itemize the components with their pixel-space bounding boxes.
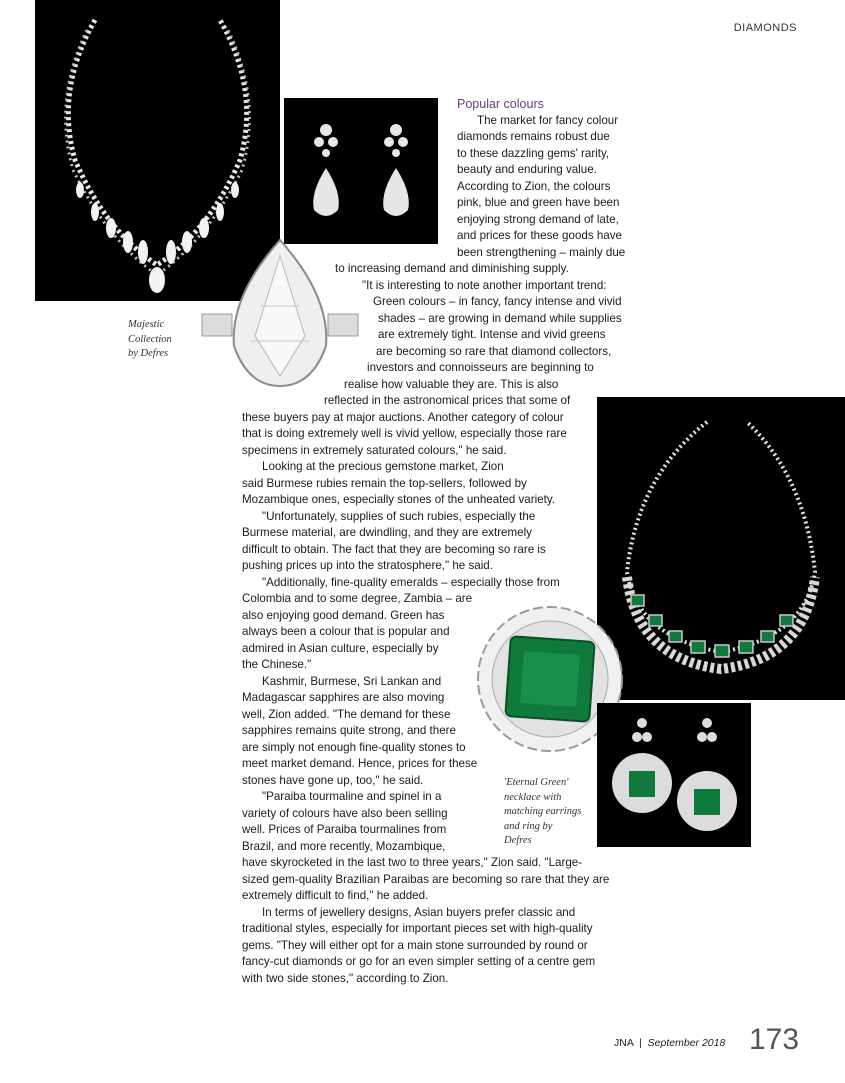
body-line: difficult to obtain. The fact that they are becoming so rare is	[242, 543, 546, 556]
body-line: traditional styles, especially for important pieces set with high-quality	[242, 922, 593, 935]
body-line: According to Zion, the colours	[457, 180, 611, 193]
body-line: admired in Asian culture, especially by	[242, 642, 439, 655]
caption-line: by Defres	[128, 348, 169, 359]
body-line: Colombia and to some degree, Zambia – are	[242, 592, 473, 605]
body-line: investors and connoisseurs are beginning to	[367, 361, 594, 374]
body-line: In terms of jewellery designs, Asian buyers prefer classic and	[262, 906, 576, 919]
caption-line: necklace with	[504, 791, 562, 803]
article-heading: Popular colours	[457, 97, 544, 111]
body-line: "Unfortunately, supplies of such rubies, especially the	[262, 510, 536, 523]
body-line: well. Prices of Paraiba tourmalines from	[242, 823, 447, 836]
body-line: stones have gone up, too," he said.	[242, 774, 424, 787]
body-line: gems. "They will either opt for a main stone surrounded by round or	[242, 939, 588, 952]
body-line: are extremely tight. Intense and vivid greens	[378, 328, 606, 341]
body-line: have skyrocketed in the last two to three years," Zion said. "Large-	[242, 856, 583, 869]
body-line: shades – are growing in demand while supplies	[378, 312, 622, 325]
body-line: to these dazzling gems' rarity,	[457, 147, 610, 160]
body-line: Madagascar sapphires are also moving	[242, 691, 445, 704]
caption-line: and ring by	[504, 820, 553, 832]
caption-line: Collection	[128, 333, 172, 345]
emerald-necklace-image	[597, 397, 845, 700]
body-line: specimens in extremely saturated colours," he said.	[242, 444, 507, 457]
body-line: been strengthening – mainly due	[457, 246, 626, 259]
body-line: Kashmir, Burmese, Sri Lankan and	[262, 675, 442, 688]
diamond-earrings-image	[284, 98, 438, 244]
body-line: are becoming so rare that diamond collectors,	[376, 345, 612, 358]
earring-icon	[597, 703, 751, 847]
body-line: Mozambique ones, especially stones of the unheated variety.	[242, 493, 556, 506]
necklace-icon	[597, 397, 845, 700]
body-line: variety of colours have also been selling	[242, 807, 448, 820]
caption-line: 'Eternal Green'	[504, 777, 569, 788]
body-line: pink, blue and green have been	[457, 196, 620, 209]
publication-name: JNA	[614, 1037, 634, 1049]
body-line: Green colours – in fancy, fancy intense and vivid	[373, 295, 622, 308]
body-line: sapphires remains quite strong, and there	[242, 724, 456, 737]
body-line: extremely difficult to find," he added.	[242, 889, 429, 902]
body-line: sized gem-quality Brazilian Paraibas are becoming so rare that they are	[242, 873, 610, 886]
ring-icon	[200, 236, 360, 390]
body-line: these buyers pay at major auctions. Another category of colour	[242, 411, 564, 424]
body-line: "Paraiba tourmaline and spinel in a	[262, 790, 442, 803]
caption-line: Defres	[504, 835, 532, 846]
body-line: beauty and enduring value.	[457, 163, 597, 176]
caption-right	[504, 776, 581, 849]
body-line: Brazil, and more recently, Mozambique,	[242, 840, 446, 853]
pear-diamond-ring-image	[200, 236, 360, 390]
body-line: the Chinese."	[242, 658, 312, 671]
body-line: meet market demand. Hence, prices for these	[242, 757, 478, 770]
body-line: with two side stones," according to Zion.	[242, 972, 449, 985]
emerald-earrings-image	[597, 703, 751, 847]
body-line: Looking at the precious gemstone market, Zion	[262, 460, 504, 473]
footer-publication	[614, 1037, 725, 1049]
body-line: enjoying strong demand of late,	[457, 213, 619, 226]
page-number: 173	[749, 1023, 800, 1056]
earring-icon	[284, 98, 438, 244]
body-line: to increasing demand and diminishing supply.	[335, 262, 569, 275]
body-line: pushing prices up into the stratosphere," he said.	[242, 559, 493, 572]
caption-line: Majestic	[128, 319, 165, 330]
body-line: also enjoying good demand. Green has	[242, 609, 445, 622]
body-line: realise how valuable they are. This is also	[344, 378, 559, 391]
body-line: well, Zion added. "The demand for these	[242, 708, 451, 721]
body-line: Burmese material, are dwindling, and they are extremely	[242, 526, 532, 539]
section-label: DIAMONDS	[733, 22, 797, 34]
body-line: "Additionally, fine-quality emeralds – especially those from	[262, 576, 560, 589]
body-line: The market for fancy colour	[477, 114, 619, 127]
body-line: diamonds remains robust due	[457, 130, 610, 143]
caption-left	[128, 318, 172, 362]
body-line: always been a colour that is popular and	[242, 625, 450, 638]
issue-date: September 2018	[647, 1037, 726, 1049]
body-line: and prices for these goods have	[457, 229, 622, 242]
body-line: fancy-cut diamonds or go for an even simpler setting of a centre gem	[242, 955, 596, 968]
footer-separator: |	[636, 1037, 645, 1049]
body-line: reflected in the astronomical prices that some of	[324, 394, 571, 407]
body-line: are simply not enough fine-quality stones to	[242, 741, 466, 754]
body-line: "It is interesting to note another important trend:	[362, 279, 607, 292]
body-line: that is doing extremely well is vivid yellow, especially those rare	[242, 427, 567, 440]
caption-line: matching earrings	[504, 806, 582, 817]
body-line: said Burmese rubies remain the top-sellers, followed by	[242, 477, 527, 490]
